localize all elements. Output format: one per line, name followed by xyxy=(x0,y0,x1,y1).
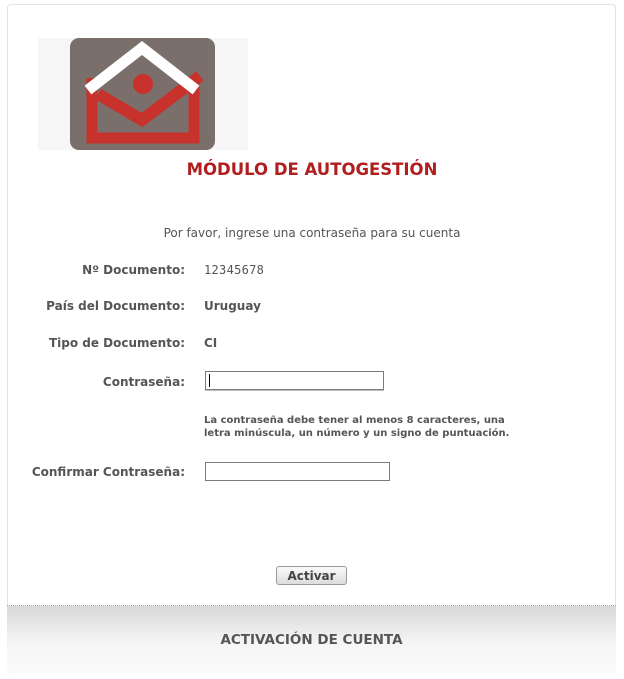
activar-button[interactable]: Activar xyxy=(276,566,347,585)
pais-value: Uruguay xyxy=(204,299,261,313)
house-check-logo-icon xyxy=(70,38,215,150)
password-hint: La contraseña debe tener al menos 8 caracteres, una letra minúscula, un número y un signo de puntuación. xyxy=(204,415,510,439)
footer-bar xyxy=(7,605,616,673)
tipo-documento-value: CI xyxy=(204,336,218,350)
tipo-documento-label: Tipo de Documento: xyxy=(48,336,185,350)
logo xyxy=(70,38,215,150)
text-caret xyxy=(209,374,210,387)
documento-value: 12345678 xyxy=(204,263,265,277)
page-title: MÓDULO DE AUTOGESTIÓN xyxy=(186,160,438,179)
confirm-password-label: Confirmar Contraseña: xyxy=(31,465,185,479)
password-label: Contraseña: xyxy=(102,375,185,389)
pais-label: País del Documento: xyxy=(46,299,185,313)
intro-text: Por favor, ingrese una contraseña para su cuenta xyxy=(163,226,461,240)
password-input[interactable] xyxy=(205,371,384,390)
documento-label: Nº Documento: xyxy=(82,263,185,277)
footer-title: ACTIVACIÓN DE CUENTA xyxy=(220,632,403,648)
confirm-password-input[interactable] xyxy=(205,462,390,481)
